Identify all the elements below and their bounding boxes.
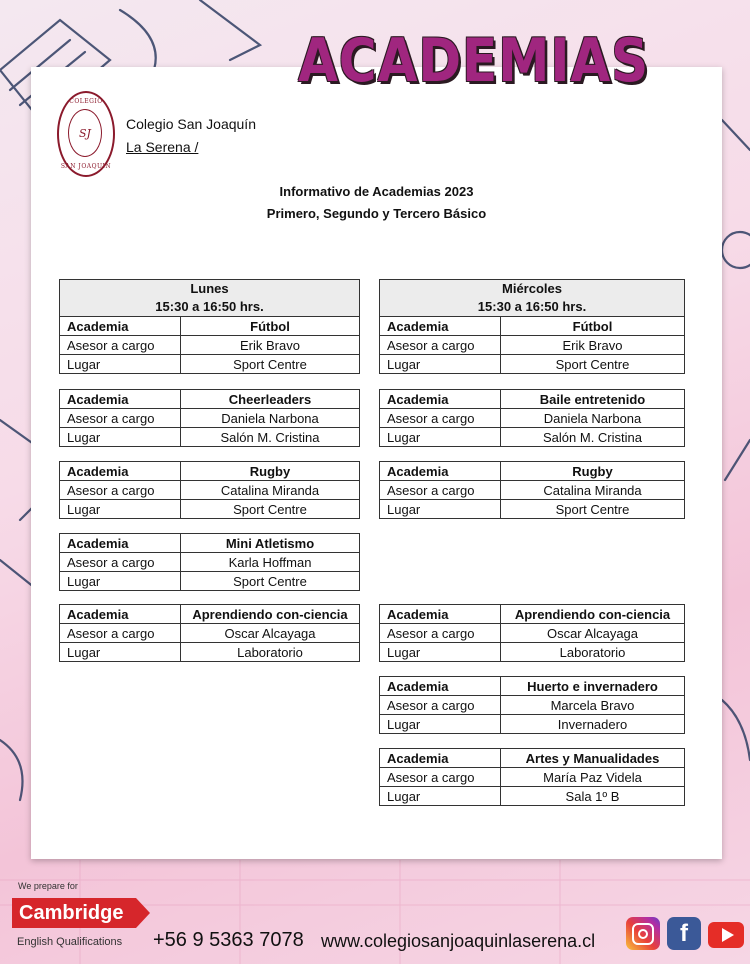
academy-place: Sport Centre bbox=[501, 355, 685, 374]
lugar-label: Lugar bbox=[60, 500, 181, 519]
wednesday-day-header bbox=[380, 280, 685, 317]
academy-advisor: Erik Bravo bbox=[181, 336, 360, 355]
academy-advisor: Karla Hoffman bbox=[181, 553, 360, 572]
cambridge-logo: Cambridge bbox=[12, 898, 136, 928]
lugar-label: Lugar bbox=[60, 428, 181, 447]
asesor-label: Asesor a cargo bbox=[380, 768, 501, 787]
academy-name: Aprendiendo con-ciencia bbox=[501, 605, 685, 624]
academia-label: Academia bbox=[60, 534, 181, 553]
academy-name: Cheerleaders bbox=[181, 390, 360, 409]
lugar-label: Lugar bbox=[60, 572, 181, 591]
academy-place: Sport Centre bbox=[181, 500, 360, 519]
academy-advisor: Catalina Miranda bbox=[501, 481, 685, 500]
academia-label: Academia bbox=[380, 605, 501, 624]
academy-name: Baile entretenido bbox=[501, 390, 685, 409]
crest-initials: SJ bbox=[68, 109, 102, 157]
cambridge-arrow-icon bbox=[136, 898, 150, 928]
asesor-label: Asesor a cargo bbox=[60, 481, 181, 500]
lugar-label: Lugar bbox=[380, 428, 501, 447]
lugar-label: Lugar bbox=[380, 500, 501, 519]
footer-bar bbox=[0, 860, 750, 964]
lugar-label: Lugar bbox=[380, 643, 501, 662]
instagram-icon[interactable] bbox=[626, 917, 660, 950]
monday-rugby-table bbox=[59, 461, 360, 519]
academia-label: Academia bbox=[380, 677, 501, 696]
academia-label: Academia bbox=[60, 605, 181, 624]
prepare-text: We prepare for bbox=[18, 881, 78, 891]
academy-advisor: Catalina Miranda bbox=[181, 481, 360, 500]
asesor-label: Asesor a cargo bbox=[60, 553, 181, 572]
wednesday-day: Miércoles bbox=[502, 281, 562, 296]
academia-label: Academia bbox=[60, 390, 181, 409]
wednesday-futbol-table bbox=[379, 279, 685, 374]
lugar-label: Lugar bbox=[380, 787, 501, 806]
wednesday-baile-table bbox=[379, 389, 685, 447]
academy-advisor: Marcela Bravo bbox=[501, 696, 685, 715]
asesor-label: Asesor a cargo bbox=[60, 409, 181, 428]
academy-name: Fútbol bbox=[501, 317, 685, 336]
wednesday-huerto-table bbox=[379, 676, 685, 734]
instagram-lens bbox=[638, 929, 648, 939]
academia-label: Academia bbox=[380, 390, 501, 409]
document-title: Informativo de Academias 2023 bbox=[279, 184, 474, 199]
school-crest-logo bbox=[57, 91, 115, 177]
academia-label: Academia bbox=[380, 462, 501, 481]
academy-place: Salón M. Cristina bbox=[501, 428, 685, 447]
academy-advisor: Oscar Alcayaga bbox=[181, 624, 360, 643]
monday-day-header bbox=[60, 280, 360, 317]
academy-advisor: Daniela Narbona bbox=[181, 409, 360, 428]
monday-time: 15:30 a 16:50 hrs. bbox=[155, 299, 264, 314]
academy-name: Rugby bbox=[501, 462, 685, 481]
english-qualifications-text: English Qualifications bbox=[17, 936, 123, 948]
monday-mini-atletismo-table bbox=[59, 533, 360, 591]
academy-advisor: María Paz Videla bbox=[501, 768, 685, 787]
monday-aprendiendo-table bbox=[59, 604, 360, 662]
asesor-label: Asesor a cargo bbox=[380, 409, 501, 428]
academy-name: Artes y Manualidades bbox=[501, 749, 685, 768]
asesor-label: Asesor a cargo bbox=[380, 481, 501, 500]
academy-place: Laboratorio bbox=[181, 643, 360, 662]
asesor-label: Asesor a cargo bbox=[380, 696, 501, 715]
academy-place: Sala 1º B bbox=[501, 787, 685, 806]
lugar-label: Lugar bbox=[380, 355, 501, 374]
monday-day: Lunes bbox=[190, 281, 229, 296]
youtube-icon[interactable] bbox=[708, 922, 744, 948]
academia-label: Academia bbox=[380, 749, 501, 768]
website-link[interactable]: www.colegiosanjoaquinlaserena.cl bbox=[321, 931, 596, 951]
academias-banner-title: ACADEMIAS bbox=[298, 26, 650, 96]
school-name: Colegio San Joaquín bbox=[126, 116, 256, 132]
wednesday-artes-table bbox=[379, 748, 685, 806]
lugar-label: Lugar bbox=[380, 715, 501, 734]
academy-advisor: Erik Bravo bbox=[501, 336, 685, 355]
asesor-label: Asesor a cargo bbox=[380, 624, 501, 643]
academy-name: Rugby bbox=[181, 462, 360, 481]
youtube-play-triangle bbox=[722, 928, 734, 942]
document-sheet bbox=[31, 67, 722, 859]
facebook-icon[interactable]: f bbox=[667, 917, 701, 950]
instagram-ring bbox=[632, 923, 654, 945]
wednesday-time: 15:30 a 16:50 hrs. bbox=[477, 299, 587, 314]
academia-label: Academia bbox=[380, 317, 501, 336]
academy-name: Huerto e invernadero bbox=[501, 677, 685, 696]
academy-place: Salón M. Cristina bbox=[181, 428, 360, 447]
academy-place: Laboratorio bbox=[501, 643, 685, 662]
asesor-label: Asesor a cargo bbox=[380, 336, 501, 355]
wednesday-aprendiendo-table bbox=[379, 604, 685, 662]
crest-bottom-text: SAN JOAQUIN bbox=[60, 163, 112, 170]
asesor-label: Asesor a cargo bbox=[60, 624, 181, 643]
academy-place: Invernadero bbox=[501, 715, 685, 734]
lugar-label: Lugar bbox=[60, 355, 181, 374]
academy-place: Sport Centre bbox=[501, 500, 685, 519]
academy-name: Aprendiendo con-ciencia bbox=[181, 605, 360, 624]
academia-label: Academia bbox=[60, 317, 181, 336]
school-city: La Serena / bbox=[126, 139, 199, 155]
document-subtitle: Primero, Segundo y Tercero Básico bbox=[266, 206, 487, 221]
academy-place: Sport Centre bbox=[181, 355, 360, 374]
academy-name: Fútbol bbox=[181, 317, 360, 336]
academy-advisor: Daniela Narbona bbox=[501, 409, 685, 428]
phone-number: +56 9 5363 7078 bbox=[153, 929, 304, 951]
crest-top-text: COLEGIO bbox=[69, 98, 103, 105]
academy-advisor: Oscar Alcayaga bbox=[501, 624, 685, 643]
lugar-label: Lugar bbox=[60, 643, 181, 662]
asesor-label: Asesor a cargo bbox=[60, 336, 181, 355]
monday-futbol-table bbox=[59, 279, 360, 374]
academia-label: Academia bbox=[60, 462, 181, 481]
academy-name: Mini Atletismo bbox=[181, 534, 360, 553]
wednesday-rugby-table bbox=[379, 461, 685, 519]
academy-place: Sport Centre bbox=[181, 572, 360, 591]
monday-cheerleaders-table bbox=[59, 389, 360, 447]
